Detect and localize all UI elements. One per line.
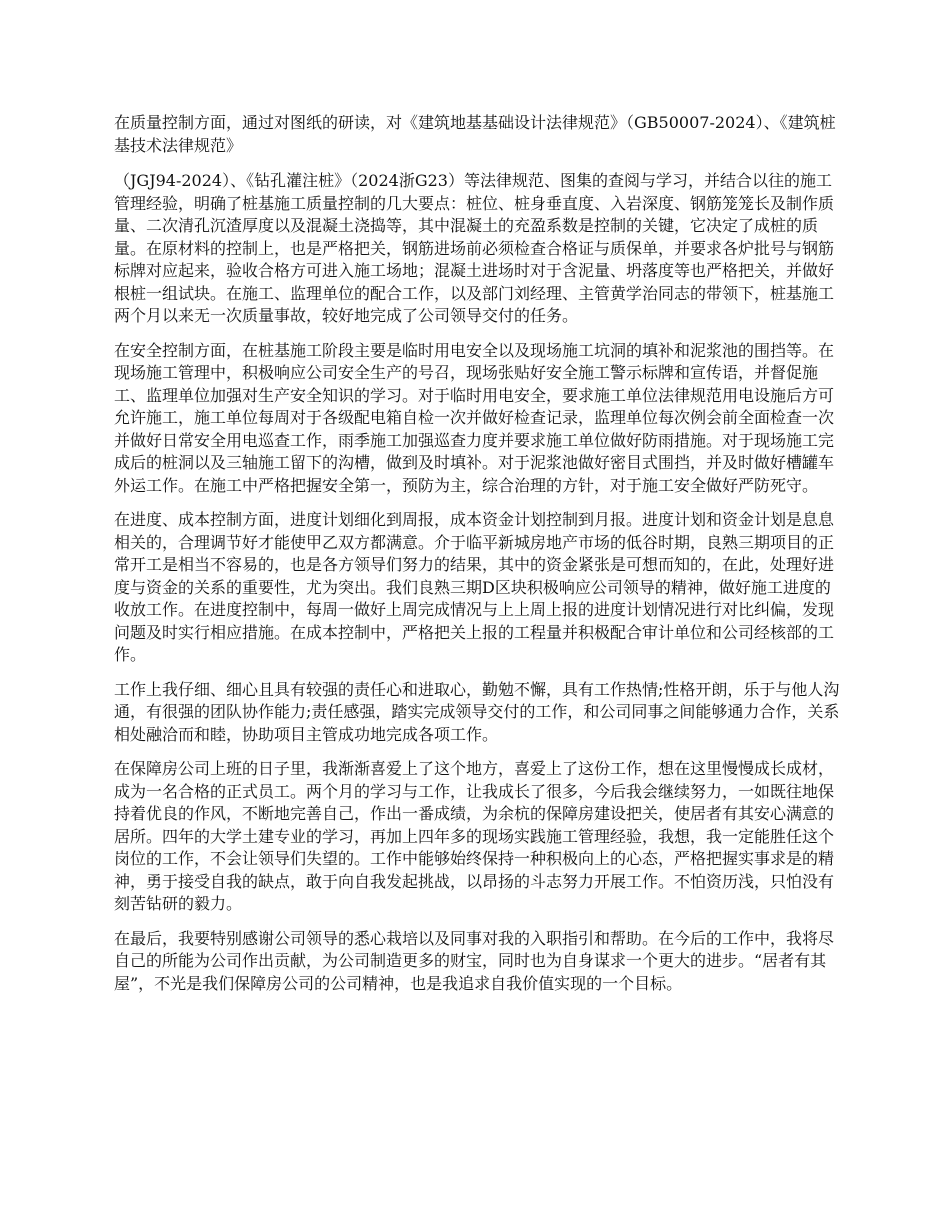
paragraph-schedule-cost-control: 在进度、成本控制方面，进度计划细化到周报，成本资金计划控制到月报。进度计划和资金计划是息息相关的，合理调节好才能使甲乙双方都满意。介于临平新城房地产市场的低谷时期，良熟三期项目的正常开工是相当不容易的，也是各方领导们努力的结果，其中的资金紧张是可想而知的，在此，处理好进度与资金的关系的重要性，尤为突出。我们良熟三期D区块积极响应公司领导的精神，做好施工进度的收放工作。在进度控制中，每周一做好上周完成情况与上上周上报的进度计划情况进行对比纠偏，发现问题及时实行相应措施。在成本控制中，严格把关上报的工程量并积极配合审计单位和公司经核部的工作。 <box>114 510 835 664</box>
paragraph-quality-control: （JGJ94-2024）、《钻孔灌注桩》（2024浙G23）等法律规范、图集的查阅与学习，并结合以往的施工管理经验，明确了桩基施工质量控制的几大要点：桩位、桩身垂直度、入岩深度、钢筋笼笼长及制作质量、二次清孔沉渣厚度以及混凝土浇捣等，其中混凝土的充盈系数是控制的关键，它决定了成桩的质量。在原材料的控制上，也是严格把关，钢筋进场前必须检查合格证与质保单，并要求各炉批号与钢筋标牌对应起来，验收合格方可进入施工场地；混凝土进场时对于含泥量、坍落度等也严格把关，并做好根桩一组试块。在施工、监理单位的配合工作，以及部门刘经理、主管黄学治同志的带领下，桩基施工两个月以来无一次质量事故，较好地完成了公司领导交付的任务。 <box>114 171 835 325</box>
paragraph-quality-intro: 在质量控制方面，通过对图纸的研读，对《建筑地基基础设计法律规范》（GB50007-2024）、《建筑桩基技术法律规范》 <box>114 113 836 155</box>
paragraph-work-attitude: 工作上我仔细、细心且具有较强的责任心和进取心，勤勉不懈，具有工作热情;性格开朗，乐于与他人沟通，有很强的团队协作能力;责任感强，踏实完成领导交付的工作，和公司同事之间能够通力合作，关系相处融洽而和睦，协助项目主管成功地完成各项工作。 <box>114 679 840 744</box>
paragraph-closing-thanks: 在最后，我要特别感谢公司领导的悉心栽培以及同事对我的入职指引和帮助。在今后的工作中，我将尽自己的所能为公司作出贡献，为公司制造更多的财宝，同时也为自身谋求一个更大的进步。“居者有其屋”，不光是我们保障房公司的公司精神，也是我追求自我价值实现的一个目标。 <box>114 928 835 993</box>
paragraph-growth-outlook: 在保障房公司上班的日子里，我渐渐喜爱上了这个地方，喜爱上了这份工作，想在这里慢慢成长成材，成为一名合格的正式员工。两个月的学习与工作，让我成长了很多，今后我会继续努力，一如既往地保持着优良的作风，不断地完善自己，作出一番成绩，为余杭的保障房建设把关，使居者有其安心满意的居所。四年的大学土建专业的学习，再加上四年多的现场实践施工管理经验，我想，我一定能胜任这个岗位的工作，不会让领导们失望的。工作中能够始终保持一种积极向上的心态，严格把握实事求是的精神，勇于接受自我的缺点，敢于向自我发起挑战，以昂扬的斗志努力开展工作。不怕资历浅，只怕没有刻苦钻研的毅力。 <box>114 759 835 913</box>
document-page <box>114 112 840 1007</box>
paragraph-safety-control: 在安全控制方面，在桩基施工阶段主要是临时用电安全以及现场施工坑洞的填补和泥浆池的围挡等。在现场施工管理中，积极响应公司安全生产的号召，现场张贴好安全施工警示标牌和宣传语，并督促施工、监理单位加强对生产安全知识的学习。对于临时用电安全，要求施工单位法律规范用电设施后方可允许施工，施工单位每周对于各级配电箱自检一次并做好检查记录，监理单位每次例会前全面检查一次并做好日常安全用电巡查工作，雨季施工加强巡查力度并要求施工单位做好防雨措施。对于现场施工完成后的桩洞以及三轴施工留下的沟槽，做到及时填补。对于泥浆池做好密目式围挡，并及时做好槽罐车外运工作。在施工中严格把握安全第一，预防为主，综合治理的方针，对于施工安全做好严防死守。 <box>114 340 835 495</box>
